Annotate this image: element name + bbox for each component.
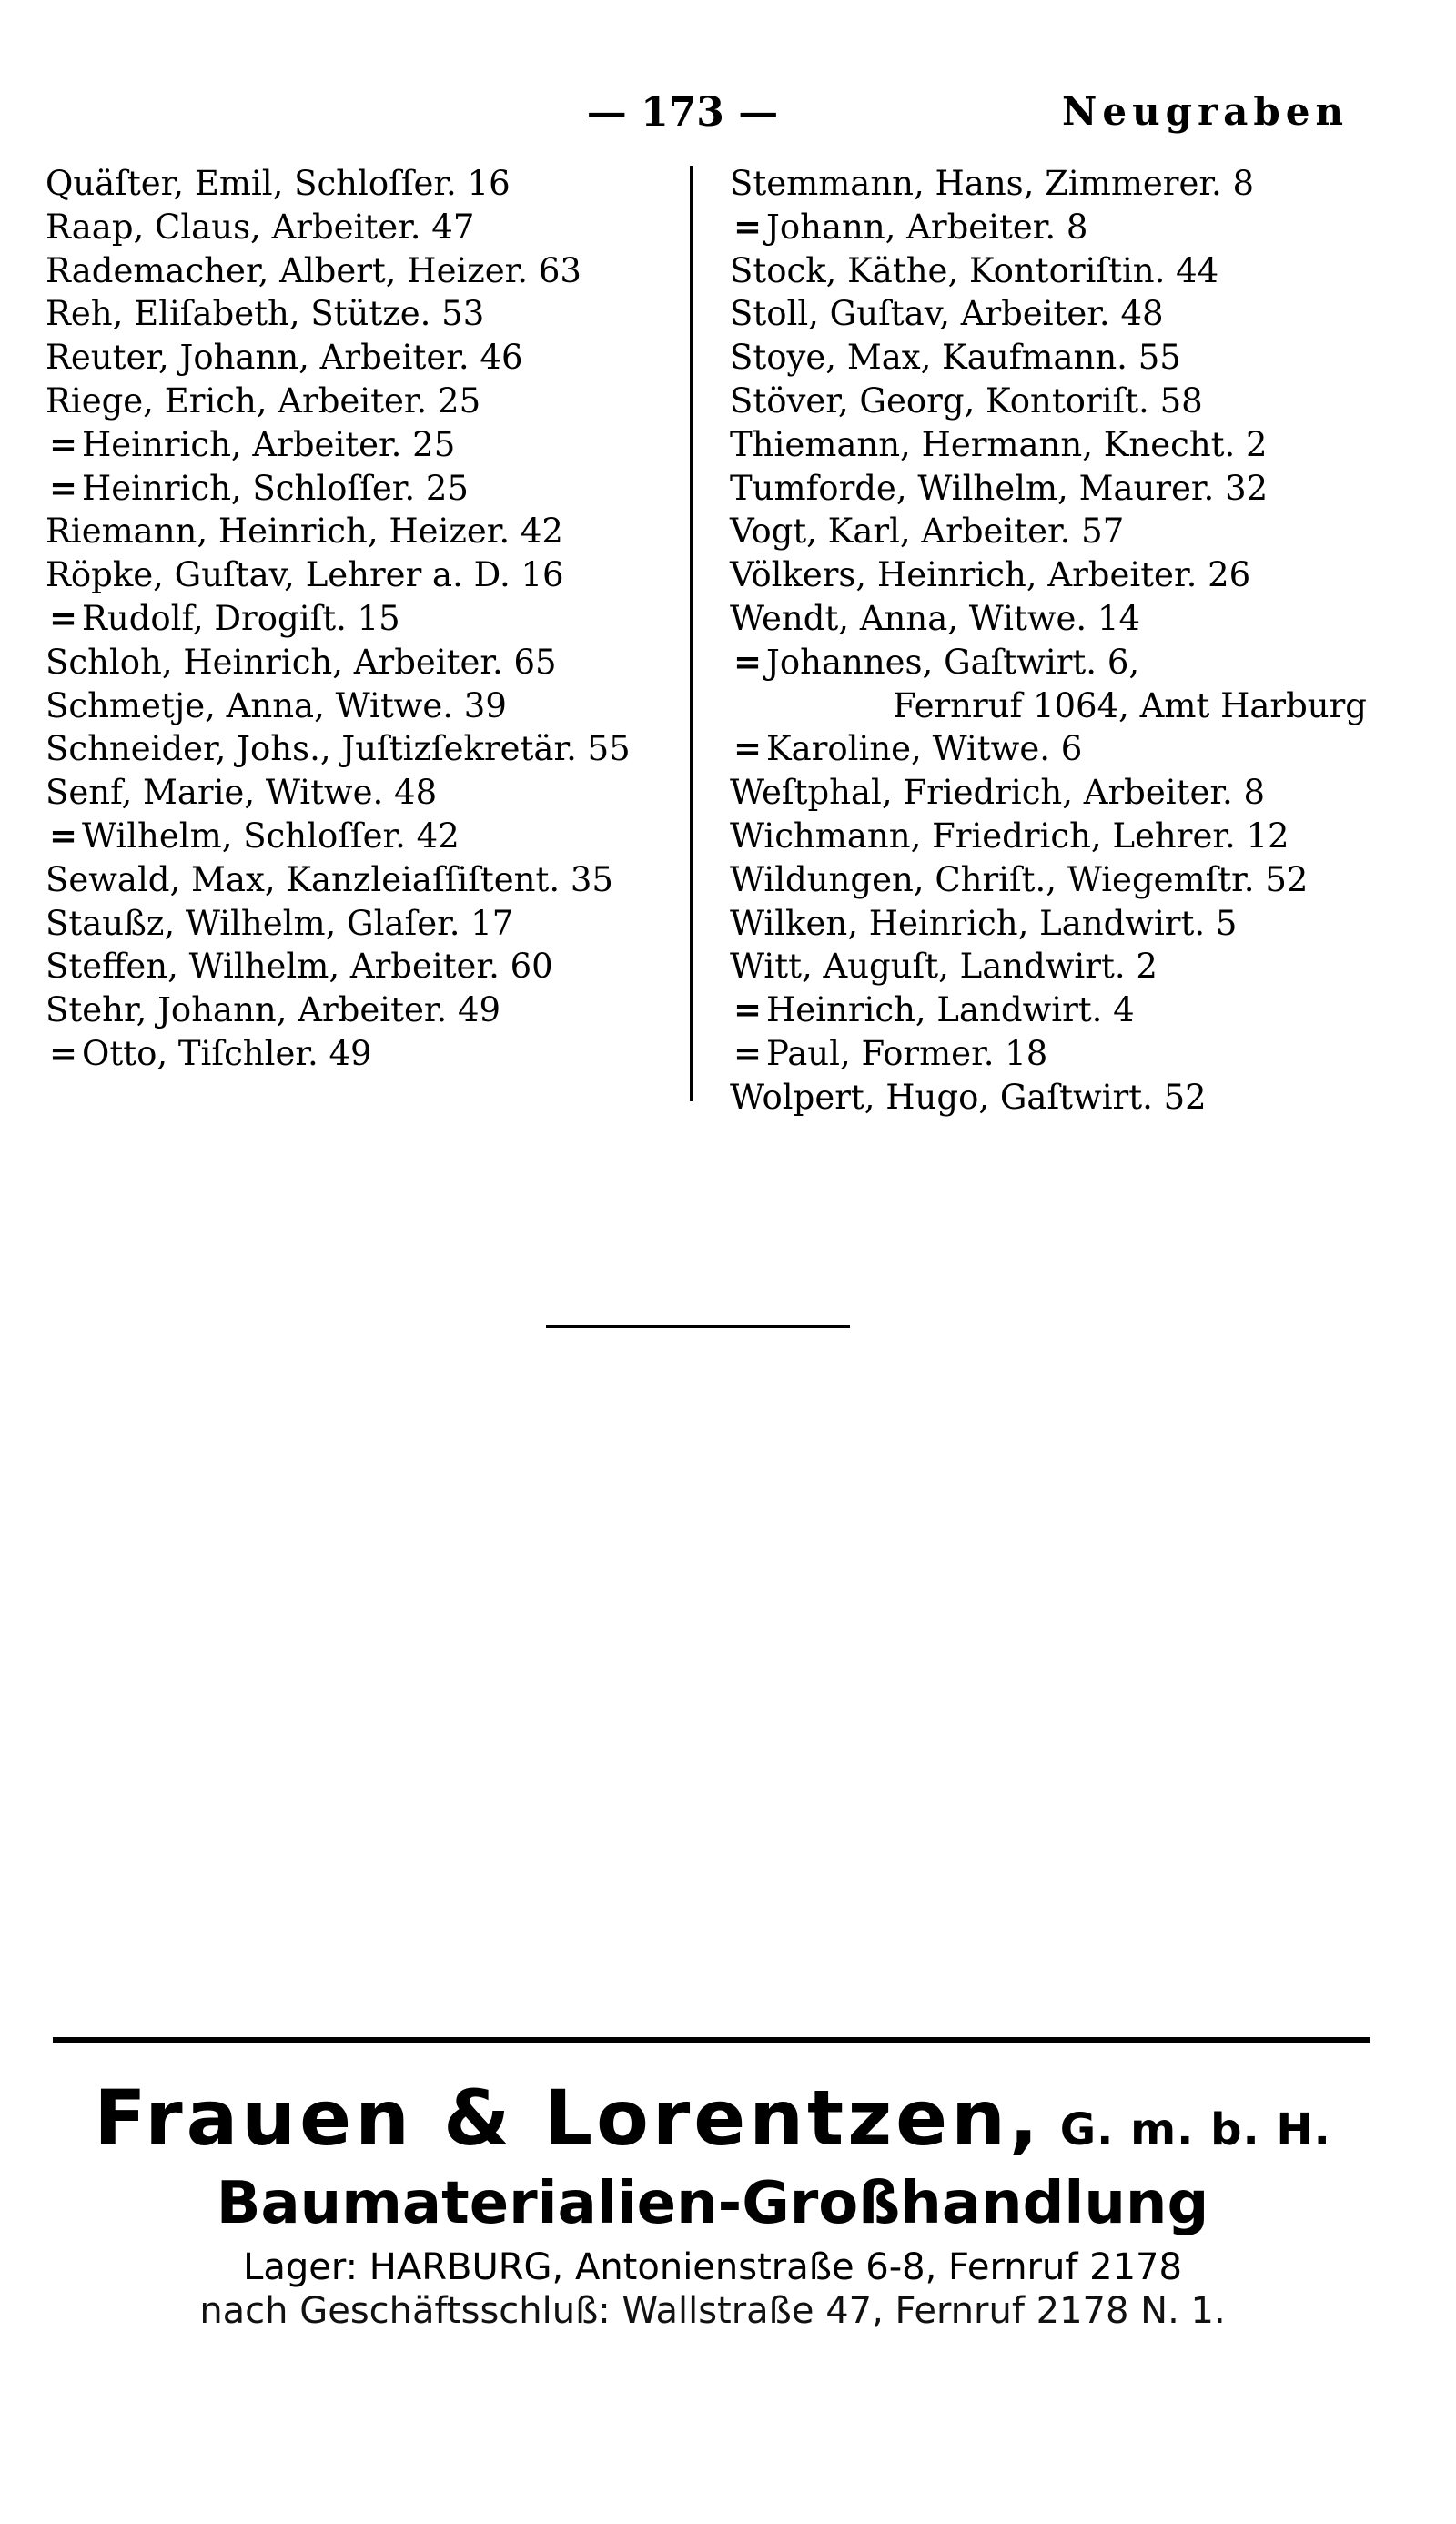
directory-entry-text: Wilken, Heinrich, Landwirt. 5 <box>730 903 1238 943</box>
directory-entry <box>730 162 1367 206</box>
directory-entry-text: Heinrich, Arbeiter. 25 <box>82 424 456 464</box>
ditto-mark: = <box>733 1032 763 1073</box>
directory-entry-text: Rudolf, Drogiſt. 15 <box>82 598 400 638</box>
directory-entry <box>46 1032 673 1076</box>
directory-entry <box>46 945 673 988</box>
directory-entry <box>46 641 673 684</box>
directory-entry-text: Sewald, Max, Kanzleiaſſiſtent. 35 <box>46 859 613 899</box>
directory-entry <box>46 467 673 511</box>
directory-entry-text: Vogt, Karl, Arbeiter. 57 <box>730 512 1125 552</box>
directory-entry <box>730 945 1367 988</box>
running-head-place: Neugraben <box>1062 89 1349 134</box>
directory-entry-text: Senf, Marie, Witwe. 48 <box>46 773 438 813</box>
directory-entry <box>46 815 673 858</box>
directory-entry <box>46 553 673 597</box>
directory-entry <box>46 206 673 249</box>
directory-entry-text: Stemmann, Hans, Zimmerer. 8 <box>730 164 1255 203</box>
directory-entry <box>46 423 673 467</box>
ditto-mark: = <box>733 989 763 1030</box>
directory-entry-text: Reh, Eliſabeth, Stütze. 53 <box>46 294 485 334</box>
directory-entry <box>730 1032 1367 1076</box>
ditto-mark: = <box>733 728 763 769</box>
directory-left-column <box>46 162 673 1076</box>
ditto-mark: = <box>49 467 78 508</box>
directory-entry <box>46 727 673 771</box>
directory-entry-text: Steffen, Wilhelm, Arbeiter. 60 <box>46 947 553 987</box>
advertisement-firm <box>55 2073 1370 2164</box>
directory-entry-continuation <box>730 684 1367 728</box>
directory-entry <box>46 771 673 815</box>
directory-entry-text: Wilhelm, Schloſſer. 42 <box>82 816 460 856</box>
directory-entry-text: Johannes, Gaſtwirt. 6, <box>766 642 1140 682</box>
directory-entry <box>730 641 1367 684</box>
directory-entry <box>730 336 1367 380</box>
directory-entry-text: Schloh, Heinrich, Arbeiter. 65 <box>46 642 557 682</box>
ditto-mark: = <box>49 423 78 464</box>
ditto-mark: = <box>49 815 78 856</box>
directory-entry-text: Stock, Käthe, Kontoriſtin. 44 <box>730 250 1219 290</box>
directory-entry-text: Witt, Auguſt, Landwirt. 2 <box>730 947 1158 987</box>
directory-entry-text: Rademacher, Albert, Heizer. 63 <box>46 250 581 290</box>
directory-entry-text: Wendt, Anna, Witwe. 14 <box>730 598 1141 638</box>
directory-entry-text: Wolpert, Hugo, Gaſtwirt. 52 <box>730 1077 1207 1117</box>
ditto-mark: = <box>49 1032 78 1073</box>
advertisement-stock-address: Lager: HARBURG, Antonienstraße 6-8, Fernruf 2178 <box>243 2246 1182 2288</box>
directory-entry-text: Karoline, Witwe. 6 <box>766 729 1083 769</box>
directory-entry-text: Riemann, Heinrich, Heizer. 42 <box>46 512 563 552</box>
directory-entry <box>730 553 1367 597</box>
directory-entry-text: Tumforde, Wilhelm, Maurer. 32 <box>730 468 1269 508</box>
directory-entry <box>730 815 1367 858</box>
directory-entry-text: Wildungen, Chriſt., Wiegemſtr. 52 <box>730 859 1309 899</box>
directory-entry-text: Stoll, Guſtav, Arbeiter. 48 <box>730 294 1164 334</box>
directory-entry <box>46 380 673 423</box>
directory-entry-text: Weſtphal, Friedrich, Arbeiter. 8 <box>730 773 1266 813</box>
directory-entry <box>730 467 1367 511</box>
advertisement-after-hours-address: nach Geschäftsschluß: Wallstraße 47, Fernruf 2178 N. 1. <box>199 2290 1226 2332</box>
page-number: — 173 — <box>586 89 779 136</box>
directory-entry-text: Staußz, Wilhelm, Glaſer. 17 <box>46 903 514 943</box>
directory-entry <box>730 206 1367 249</box>
directory-entry-text: Reuter, Johann, Arbeiter. 46 <box>46 338 523 378</box>
directory-entry <box>46 510 673 553</box>
directory-entry <box>46 858 673 902</box>
section-divider <box>546 1325 850 1328</box>
directory-entry <box>730 727 1367 771</box>
directory-entry-text: Otto, Tiſchler. 49 <box>82 1033 372 1073</box>
directory-entry <box>46 597 673 641</box>
directory-entry-text: Heinrich, Schloſſer. 25 <box>82 468 469 508</box>
directory-entry-text: Raap, Claus, Arbeiter. 47 <box>46 207 475 247</box>
directory-entry <box>730 988 1367 1032</box>
directory-entry-text: Schmetje, Anna, Witwe. 39 <box>46 685 507 725</box>
directory-entry-text: Stöver, Georg, Kontoriſt. 58 <box>730 380 1203 421</box>
advertisement-trade: Baumaterialien-Großhandlung <box>216 2170 1209 2237</box>
directory-entry <box>730 292 1367 336</box>
directory-entry <box>46 249 673 293</box>
directory-entry-text: Johann, Arbeiter. 8 <box>766 207 1088 247</box>
directory-entry-text: Wichmann, Friedrich, Lehrer. 12 <box>730 816 1289 856</box>
directory-entry-text: Völkers, Heinrich, Arbeiter. 26 <box>730 555 1251 595</box>
directory-entry <box>730 902 1367 946</box>
advertisement-firm-name: Frauen & Lorentzen, <box>94 2073 1042 2163</box>
directory-entry <box>46 902 673 946</box>
directory-entry-text: Riege, Erich, Arbeiter. 25 <box>46 380 481 421</box>
directory-entry-text: Stoye, Max, Kaufmann. 55 <box>730 338 1181 378</box>
directory-entry <box>46 162 673 206</box>
directory-entry <box>46 336 673 380</box>
column-divider <box>690 166 693 1101</box>
directory-entry <box>730 423 1367 467</box>
directory-entry-text: Schneider, Johs., Juſtizſekretär. 55 <box>46 729 631 769</box>
advertisement-legal-form: G. m. b. H. <box>1059 2104 1331 2155</box>
directory-entry-text: Quäſter, Emil, Schloſſer. 16 <box>46 164 511 203</box>
directory-entry <box>730 858 1367 902</box>
ditto-mark: = <box>733 206 763 247</box>
directory-entry <box>730 249 1367 293</box>
directory-entry <box>46 684 673 728</box>
directory-entry-text: Röpke, Guſtav, Lehrer a. D. 16 <box>46 555 564 595</box>
directory-entry <box>46 988 673 1032</box>
directory-entry-text: Heinrich, Landwirt. 4 <box>766 990 1135 1030</box>
directory-entry <box>46 292 673 336</box>
directory-entry-text: Thiemann, Hermann, Knecht. 2 <box>730 424 1268 464</box>
ditto-mark: = <box>49 597 78 638</box>
ditto-mark: = <box>733 641 763 682</box>
directory-entry-text: Fernruf 1064, Amt Harburg <box>892 685 1367 725</box>
directory-right-column <box>730 162 1367 1120</box>
directory-entry <box>730 510 1367 553</box>
directory-entry <box>730 771 1367 815</box>
directory-entry <box>730 597 1367 641</box>
advertisement-rule <box>53 2037 1370 2043</box>
directory-entry-text: Stehr, Johann, Arbeiter. 49 <box>46 990 501 1030</box>
directory-entry-text: Paul, Former. 18 <box>766 1033 1048 1073</box>
directory-entry <box>730 1076 1367 1120</box>
directory-entry <box>730 380 1367 423</box>
